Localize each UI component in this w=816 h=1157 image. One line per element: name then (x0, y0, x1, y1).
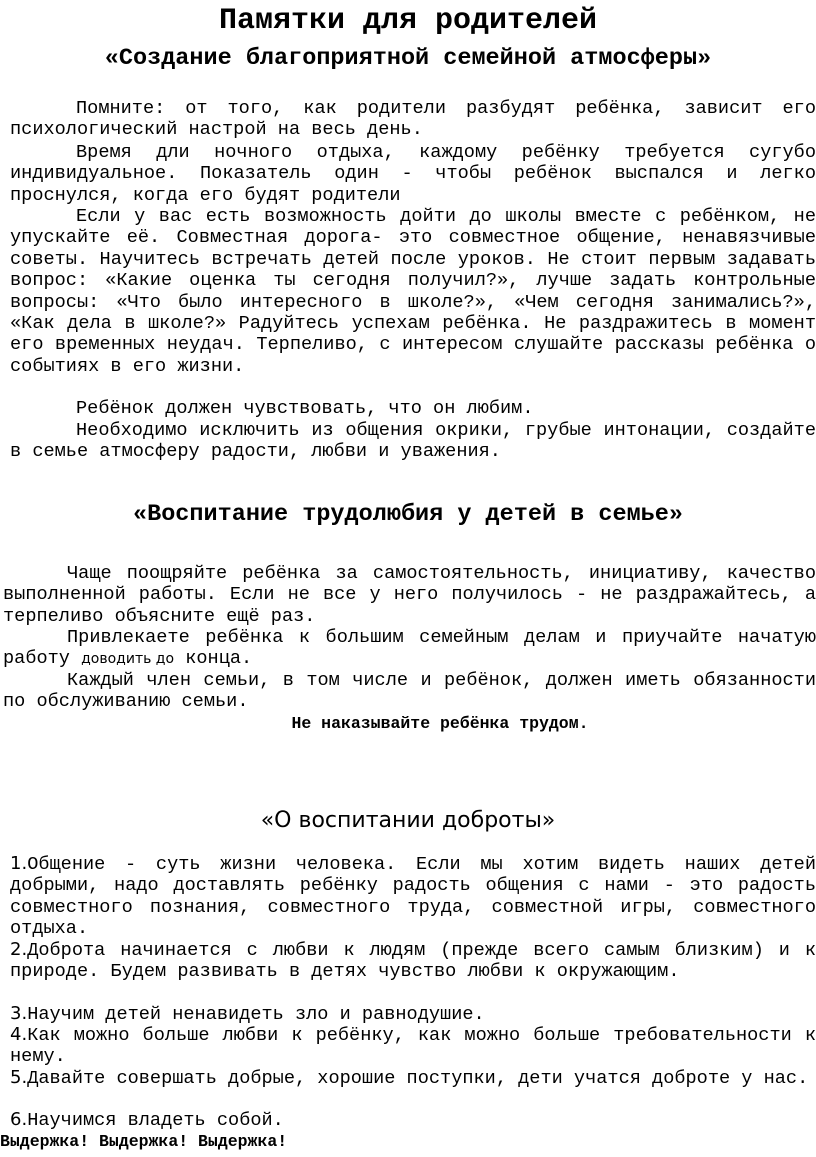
list-item: 3.Научим детей ненавидеть зло и равнодушие. (10, 1003, 485, 1025)
closing-note: Выдержка! Выдержка! Выдержка! (0, 1132, 288, 1151)
paragraph: Ребёнок должен чувствовать, что он любим. (76, 398, 534, 419)
list-item: 5.Давайте совершать добрые, хорошие поступки, дети учатся доброте у нас. (10, 1067, 809, 1089)
paragraph: Время дли ночного отдыха, каждому ребёнку требуется сугубо индивидуальное. Показатель один - чтобы ребёнок выспался и легко проснулся, когда его будят родители (10, 142, 816, 206)
paragraph: Если у вас есть возможность дойти до школы вместе с ребёнком, не упускайте её. Совместная дорога- это совместное общение, ненавязчивые советы. Научитесь встречать детей после уроков. Не стоит первым задавать вопрос: «Какие оценка ты сегодня получил?», лучше задать контрольные вопросы: «Что было интересного в школе?», «Чем сегодня занимались?», «Как дела в школе?» Радуйтесь успехам ребёнка. Не раздражитесь в момент его временных неудач. Терпеливо, с интересом слушайте рассказы ребёнка о событиях в его жизни. (10, 206, 816, 377)
emphasis-note: Не наказывайте ребёнка трудом. (291, 714, 589, 733)
list-item: 1.Общение - суть жизни человека. Если мы хотим видеть наших детей добрыми, надо доставлять ребёнку радость общения с нами - это радость совместного познания, совместного труда, совместной игры, совместного отдыха. (10, 853, 816, 940)
paragraph: Привлекаете ребёнка к большим семейным делам и приучайте начатую работу доводить до конца. (3, 627, 816, 670)
section-title: «Воспитание трудолюбия у детей в семье» (133, 501, 683, 528)
paragraph: Необходимо исключить из общения окрики, грубые интонации, создайте в семье атмосферу радости, любви и уважения. (10, 420, 816, 463)
paragraph: Чаще поощряйте ребёнка за самостоятельность, инициативу, качество выполненной работы. Если не все у него получилось - не раздражайтесь, а терпеливо объясните ещё раз. (3, 563, 816, 627)
page-subtitle: «Создание благоприятной семейной атмосферы» (104, 45, 712, 72)
paragraph: Каждый член семьи, в том числе и ребёнок, должен иметь обязанности по обслуживанию семьи. (3, 670, 816, 713)
page-title: Памятки для родителей (218, 4, 598, 38)
list-item: 6.Научимся владеть собой. (10, 1109, 284, 1131)
section-title: «О воспитании доброты» (260, 808, 556, 833)
paragraph: Помните: от того, как родители разбудят ребёнка, зависит его психологический настрой на весь день. (10, 98, 816, 141)
list-item: 4.Как можно больше любви к ребёнку, как можно больше требовательности к нему. (10, 1024, 816, 1068)
list-item: 2.Доброта начинается с любви к людям (прежде всего самым близким) и к природе. Будем развивать в детях чувство любви к окружающим. (10, 939, 816, 983)
